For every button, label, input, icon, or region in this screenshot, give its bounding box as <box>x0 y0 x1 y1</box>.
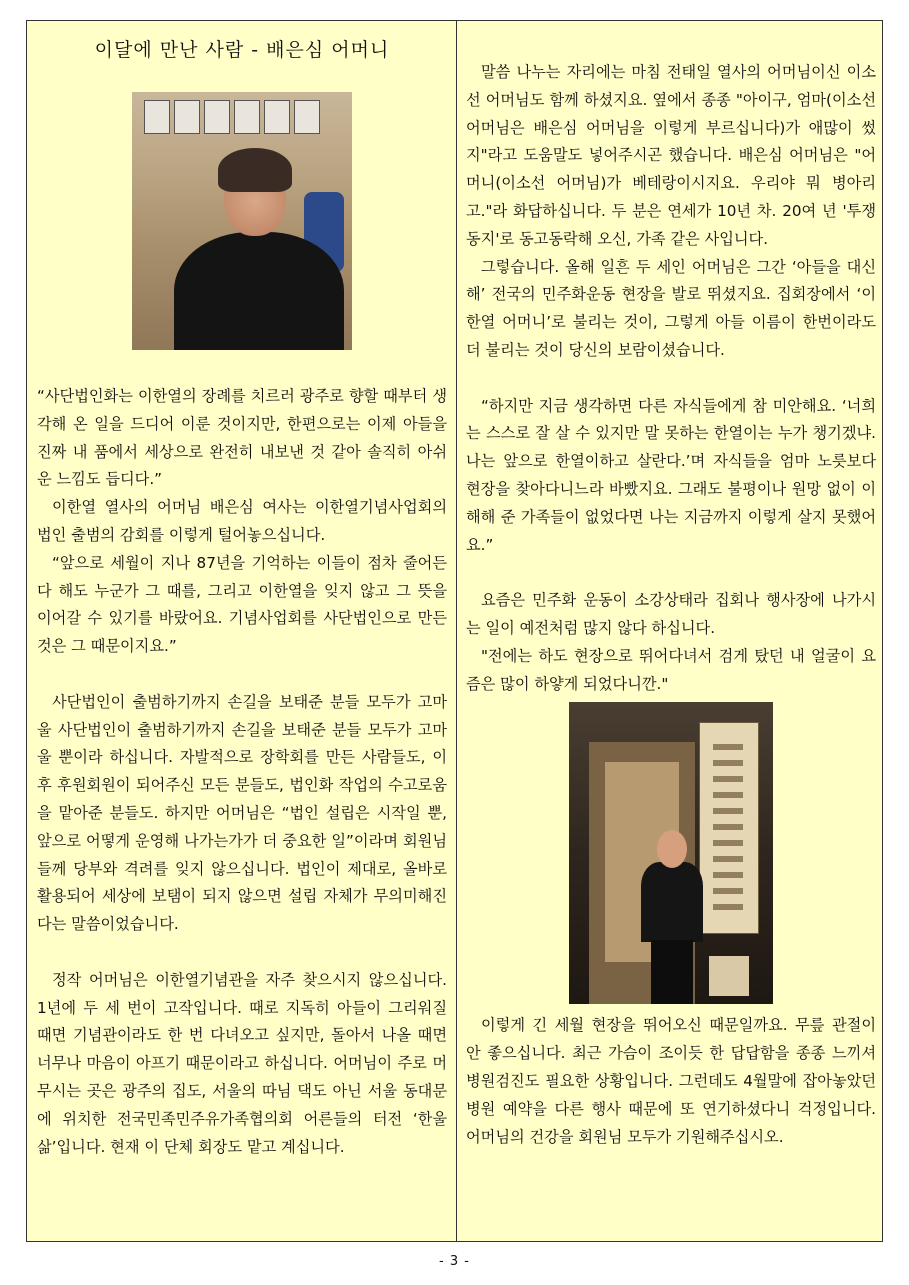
paragraph: 이렇게 긴 세월 현장을 뛰어오신 때문일까요. 무릎 관절이 안 좋으십니다. 최근 가슴이 조이듯 한 답답함을 종종 느끼셔 병원검진도 필요한 상황입니다. 그런데도 4월말에 잡아놓았던 병원 예약을 다른 행사 때문에 또 연기하셨다니 걱정입니다. 어머님의 건강을 회원님 모두가 기원해주십시오. <box>466 1016 876 1146</box>
person-body <box>174 232 344 350</box>
page-number: - 3 - <box>439 1254 470 1269</box>
interview-photo <box>132 92 352 350</box>
bucket <box>709 956 749 996</box>
newsletter-page <box>26 20 883 1242</box>
person-body <box>641 862 703 942</box>
paragraph: 요즘은 민주화 운동이 소강상태라 집회나 행사장에 나가시는 일이 예전처럼 많지 않다 하십니다. <box>466 591 876 637</box>
right-column <box>457 21 884 1151</box>
paragraph: “하지만 지금 생각하면 다른 자식들에게 참 미안해요. ‘너희는 스스로 잘 살 수 있지만 말 못하는 한열이는 누가 챙기겠냐. 나는 앞으로 한열이하고 살란다.’며 자식들을 엄마 노릇보다 현장을 찾아다니느라 바빴지요. 그래도 불평이나 원망 없이 이해해 준 가족들이 없었다면 나는 지금까지 이렇게 살지 못했어요.” <box>466 396 876 554</box>
paragraph: “사단법인화는 이한열의 장례를 치르러 광주로 향할 때부터 생각해 온 일을 드디어 이룬 것이지만, 한편으로는 이제 아들을 진짜 내 품에서 세상으로 완전히 내보낸 것 같아 솔직히 아쉬운 느낌도 듭디다.” <box>37 387 447 489</box>
paragraph: “앞으로 세월이 지나 87년을 기억하는 이들이 점차 줄어든다 해도 누군가 그 때를, 그리고 이한열을 잊지 않고 그 뜻을 이어갈 수 있기를 바랐어요. 기념사업회를 사단법인으로 만든 것은 그 때문이지요.” <box>37 553 447 656</box>
signboard-lettering <box>713 744 743 914</box>
paragraph: 그렇습니다. 올해 일흔 두 세인 어머님은 그간 ‘아들을 대신해’ 전국의 민주화운동 현장을 발로 뛰셨지요. 집회장에서 ‘이한열 어머니’로 불리는 것이, 그렇게 아들 이름이 한번이라도 더 불리는 것이 당신의 보람이셨습니다. <box>466 257 876 359</box>
person-legs <box>651 940 693 1004</box>
paragraph: "전에는 하도 현장으로 뛰어다녀서 검게 탔던 내 얼굴이 요즘은 많이 하얗게 되었다니깐." <box>466 646 876 693</box>
paragraph: 사단법인이 출범하기까지 손길을 보태준 분들 모두가 고마울 사단법인이 출범하기까지 손길을 보태준 분들 모두가 고마울 뿐이라 하십니다. 자발적으로 장학회를 만든 사람들도, 이후 후원회원이 되어주신 모든 분들도, 법인화 작업의 수고로움을 맡아준 분들도. 하지만 어머님은 “법인 설립은 시작일 뿐, 앞으로 어떻게 운영해 나가는가가 더 중요한 일”이라며 회원님들께 당부와 격려를 잊지 않으십니다. 법인이 제대로, 올바로 활용되어 세상에 보탬이 되지 않으면 설립 자체가 무의미해진다는 말씀이었습니다. <box>37 692 447 934</box>
paragraph: 정작 어머님은 이한열기념관을 자주 찾으시지 않으십니다. 1년에 두 세 번이 고작입니다. 때로 지독히 아들이 그리워질 때면 기념관이라도 한 번 다녀오고 싶지만, 돌아서 나올 때면 너무나 마음이 아프기 때문이라고 하십니다. 어머님이 주로 머무시는 곳은 광주의 집도, 서울의 따님 댁도 아닌 서울 동대문에 위치한 전국민족민주유가족협의회 어른들의 터전 ‘한울삶’입니다. 현재 이 단체 회장도 맡고 계십니다. <box>37 970 447 1156</box>
wall-portraits <box>140 92 340 152</box>
paragraph: 말씀 나누는 자리에는 마침 전태일 열사의 어머님이신 이소선 어머님도 함께 하셨지요. 옆에서 종종 "아이구, 엄마(이소선 어머님은 배은심 어머님을 이렇게 부르십니다)가 애많이 썼지"라고 도움말도 넣어주시곤 했습니다. 배은심 어머님은 "어머니(이소선 어머님)가 베테랑이시지요. 우리야 뭐 병아리고."라 화답하십니다. 두 분은 연세가 10년 차. 20여 년 '투쟁 동지'로 동고동락해 오신, 가족 같은 사입니다. <box>466 63 876 248</box>
person-hair <box>218 148 292 192</box>
article-title: 이달에 만난 사람 - 배은심 어머니 <box>94 39 390 61</box>
left-column <box>27 21 456 1161</box>
storefront-photo <box>569 702 773 1004</box>
paragraph: 이한열 열사의 어머님 배은심 여사는 이한열기념사업회의 법인 출범의 감회를 이렇게 털어놓으십니다. <box>37 498 447 544</box>
